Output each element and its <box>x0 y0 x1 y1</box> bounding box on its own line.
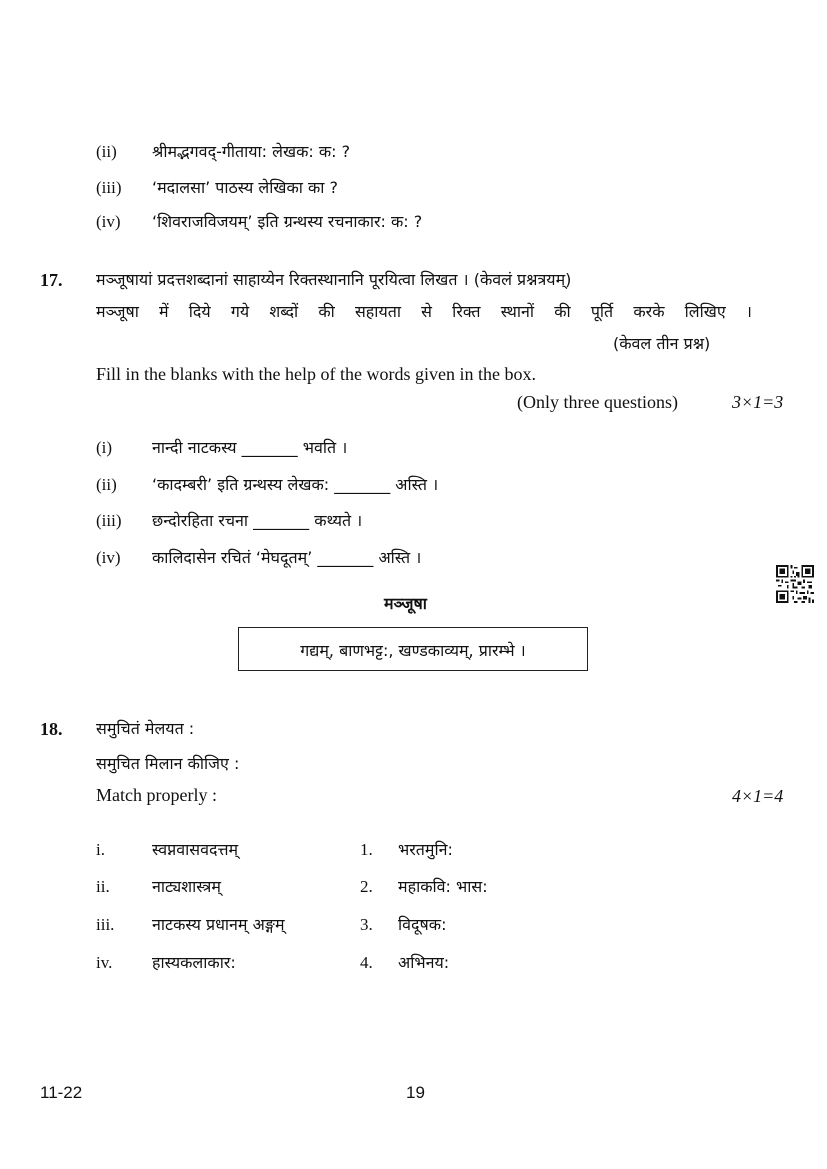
q17-number: 17. <box>40 270 63 290</box>
q17-marks: 3×1=3 <box>732 392 784 412</box>
q18-marks: 4×1=4 <box>732 786 784 806</box>
q16-item-ii-text: श्रीमद्भगवद्-गीताया: लेखक: क: ? <box>152 142 351 161</box>
q18-left-ii-num: ii. <box>96 877 110 896</box>
q18-right-2-text: महाकवि: भास: <box>398 877 488 896</box>
q17-item-ii-text: ‘कादम्बरी’ इति ग्रन्थस्य लेखक: _______ अस्ति । <box>152 475 439 494</box>
page-number: 19 <box>406 1083 425 1102</box>
q17-item-iv-num: (iv) <box>96 548 121 567</box>
q16-item-iii-num: (iii) <box>96 178 122 197</box>
q18-left-i-text: स्वप्नवासवदत्तम् <box>152 840 239 859</box>
q17-item-i-text: नान्दी नाटकस्य _______ भवति । <box>152 438 348 457</box>
q17-item-i-num: (i) <box>96 438 113 457</box>
q18-right-1-num: 1. <box>360 840 373 859</box>
q16-item-iv-num: (iv) <box>96 212 121 231</box>
q18-left-iii-num: iii. <box>96 915 115 934</box>
q17-sanskrit-instruction: मञ्जूषायां प्रदत्तशब्दानां साहाय्येन रिक्तस्थानानि पूरयित्वा लिखत । (केवलं प्रश्नत्रयम्) <box>96 270 572 289</box>
q17-hindi-instruction: मञ्जूषा में दिये गये शब्दों की सहायता से रिक्त स्थानों की पूर्ति करके लिखिए । <box>96 302 752 321</box>
q17-item-iii-num: (iii) <box>96 511 122 530</box>
q18-right-4-text: अभिनय: <box>398 953 450 972</box>
q18-right-1-text: भरतमुनि: <box>398 840 453 859</box>
word-box <box>238 627 588 671</box>
q18-right-4-num: 4. <box>360 953 373 972</box>
q18-hindi-instruction: समुचित मिलान कीजिए : <box>96 754 240 773</box>
q18-left-ii-text: नाट्यशास्त्रम् <box>152 877 221 896</box>
q18-sanskrit-instruction: समुचितं मेलयत : <box>96 719 195 738</box>
qr-code-icon <box>776 565 814 603</box>
q17-item-ii-num: (ii) <box>96 475 117 494</box>
q17-english-instruction: Fill in the blanks with the help of the words given in the box. <box>96 364 536 384</box>
paper-code: 11-22 <box>40 1083 83 1102</box>
q18-left-iii-text: नाटकस्य प्रधानम् अङ्गम् <box>152 915 285 934</box>
q18-left-iv-num: iv. <box>96 953 113 972</box>
box-title: मञ्जूषा <box>384 594 427 613</box>
q16-item-iv-text: ‘शिवराजविजयम्’ इति ग्रन्थस्य रचनाकार: क: ? <box>152 212 423 231</box>
q17-item-iv-text: कालिदासेन रचितं ‘मेघदूतम्’ _______ अस्ति । <box>152 548 422 567</box>
q18-number: 18. <box>40 719 63 739</box>
q17-item-iii-text: छन्दोरहिता रचना _______ कथ्यते । <box>152 511 363 530</box>
q18-left-i-num: i. <box>96 840 105 859</box>
q16-item-iii-text: ‘मदालसा’ पाठस्य लेखिका का ? <box>152 178 339 197</box>
word-box-words: गद्यम्, बाणभट्ट:, खण्डकाव्यम्, प्रारम्भे । <box>300 641 526 660</box>
q18-right-3-num: 3. <box>360 915 373 934</box>
q17-english-note: (Only three questions) <box>517 392 678 412</box>
q17-hindi-note: (केवल तीन प्रश्न) <box>613 334 711 353</box>
q18-english-instruction: Match properly : <box>96 785 217 805</box>
q16-item-ii-num: (ii) <box>96 142 117 161</box>
q18-left-iv-text: हास्यकलाकार: <box>152 953 236 972</box>
q18-right-3-text: विदूषक: <box>398 915 447 934</box>
q18-right-2-num: 2. <box>360 877 373 896</box>
